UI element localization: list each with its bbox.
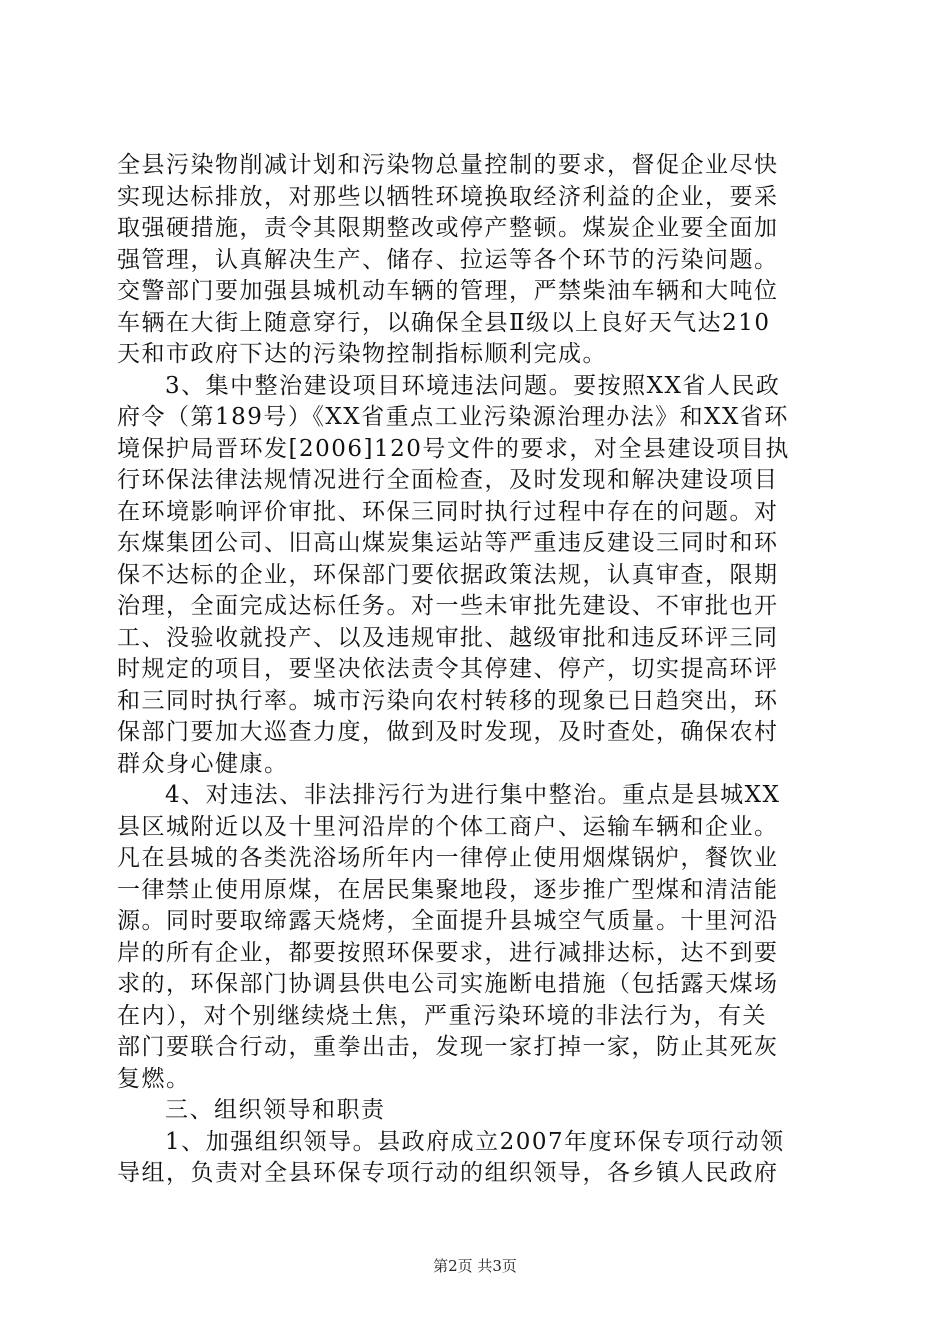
text-line: 源。同时要取缔露天烧烤，全面提升县城空气质量。十里河沿 — [117, 908, 779, 934]
text-line: 在内），对个别继续烧土焦，严重污染环境的非法行为，有关 — [117, 1002, 767, 1029]
text-line: 治理，全面完成达标任务。对一些未审批先建设、不审批也开 — [117, 593, 779, 619]
text-line: 和三同时执行率。城市污染向农村转移的现象已日趋突出，环 — [117, 687, 779, 714]
text-line: 工、没验收就投产、以及违规审批、越级审批和违反环评三同 — [117, 624, 779, 651]
text-line: 境保护局晋环发[2006]120号文件的要求，对全县建设项目执 — [117, 435, 790, 462]
text-line: 东煤集团公司、旧高山煤炭集运站等严重违反建设三同时和环 — [117, 530, 779, 556]
text-line: 车辆在大街上随意穿行，以确保全县Ⅱ级以上良好天气达210 — [117, 309, 771, 336]
text-line: 部门要联合行动，重拳出击，发现一家打掉一家，防止其死灰 — [117, 1034, 779, 1060]
text-line: 交警部门要加强县城机动车辆的管理，严禁柴油车辆和大吨位 — [117, 278, 779, 304]
text-line: 全县污染物削减计划和污染物总量控制的要求，督促企业尽快 — [117, 152, 779, 178]
text-line: 取强硬措施，责令其限期整改或停产整顿。煤炭企业要全面加 — [117, 215, 779, 241]
text-line: 3、集中整治建设项目环境违法问题。要按照XX省人民政 — [165, 372, 781, 399]
text-line: 一律禁止使用原煤，在居民集聚地段，逐步推广型煤和清洁能 — [117, 876, 779, 903]
text-line: 三、组织领导和职责 — [165, 1097, 386, 1123]
text-line: 求的，环保部门协调县供电公司实施断电措施（包括露天煤场 — [117, 971, 779, 997]
text-line: 岸的所有企业，都要按照环保要求，进行减排达标，达不到要 — [117, 939, 779, 966]
text-line: 复燃。 — [117, 1065, 191, 1092]
text-line: 实现达标排放，对那些以牺牲环境换取经济利益的企业，要采 — [117, 183, 779, 210]
text-line: 在环境影响评价审批、环保三同时执行过程中存在的问题。对 — [117, 498, 779, 525]
text-line: 导组，负责对全县环保专项行动的组织领导，各乡镇人民政府 — [117, 1160, 779, 1186]
text-line: 群众身心健康。 — [117, 750, 289, 777]
text-line: 保不达标的企业，环保部门要依据政策法规，认真审查，限期 — [117, 561, 779, 588]
page-number-footer: 第2页 共3页 — [433, 1257, 517, 1275]
text-line: 时规定的项目，要坚决依法责令其停建、停产，切实提高环评 — [117, 656, 779, 682]
text-line: 保部门要加大巡查力度，做到及时发现，及时查处，确保农村 — [117, 719, 779, 745]
document-body — [117, 150, 837, 1190]
text-line: 县区城附近以及十里河沿岸的个体工商户、运输车辆和企业。 — [117, 813, 779, 840]
text-line: 4、对违法、非法排污行为进行集中整治。重点是县城XX — [165, 782, 781, 808]
text-line: 行环保法律法规情况进行全面检查，及时发现和解决建设项目 — [117, 467, 779, 493]
text-line: 府令（第189号）《XX省重点工业污染源治理办法》和XX省环 — [117, 404, 789, 430]
text-line: 强管理，认真解决生产、储存、拉运等各个环节的污染问题。 — [117, 246, 779, 273]
text-line: 天和市政府下达的污染物控制指标顺利完成。 — [117, 341, 607, 367]
text-line: 1、加强组织领导。县政府成立2007年度环保专项行动领 — [165, 1128, 785, 1155]
text-line: 凡在县城的各类洗浴场所年内一律停止使用烟煤锅炉，餐饮业 — [117, 845, 779, 871]
